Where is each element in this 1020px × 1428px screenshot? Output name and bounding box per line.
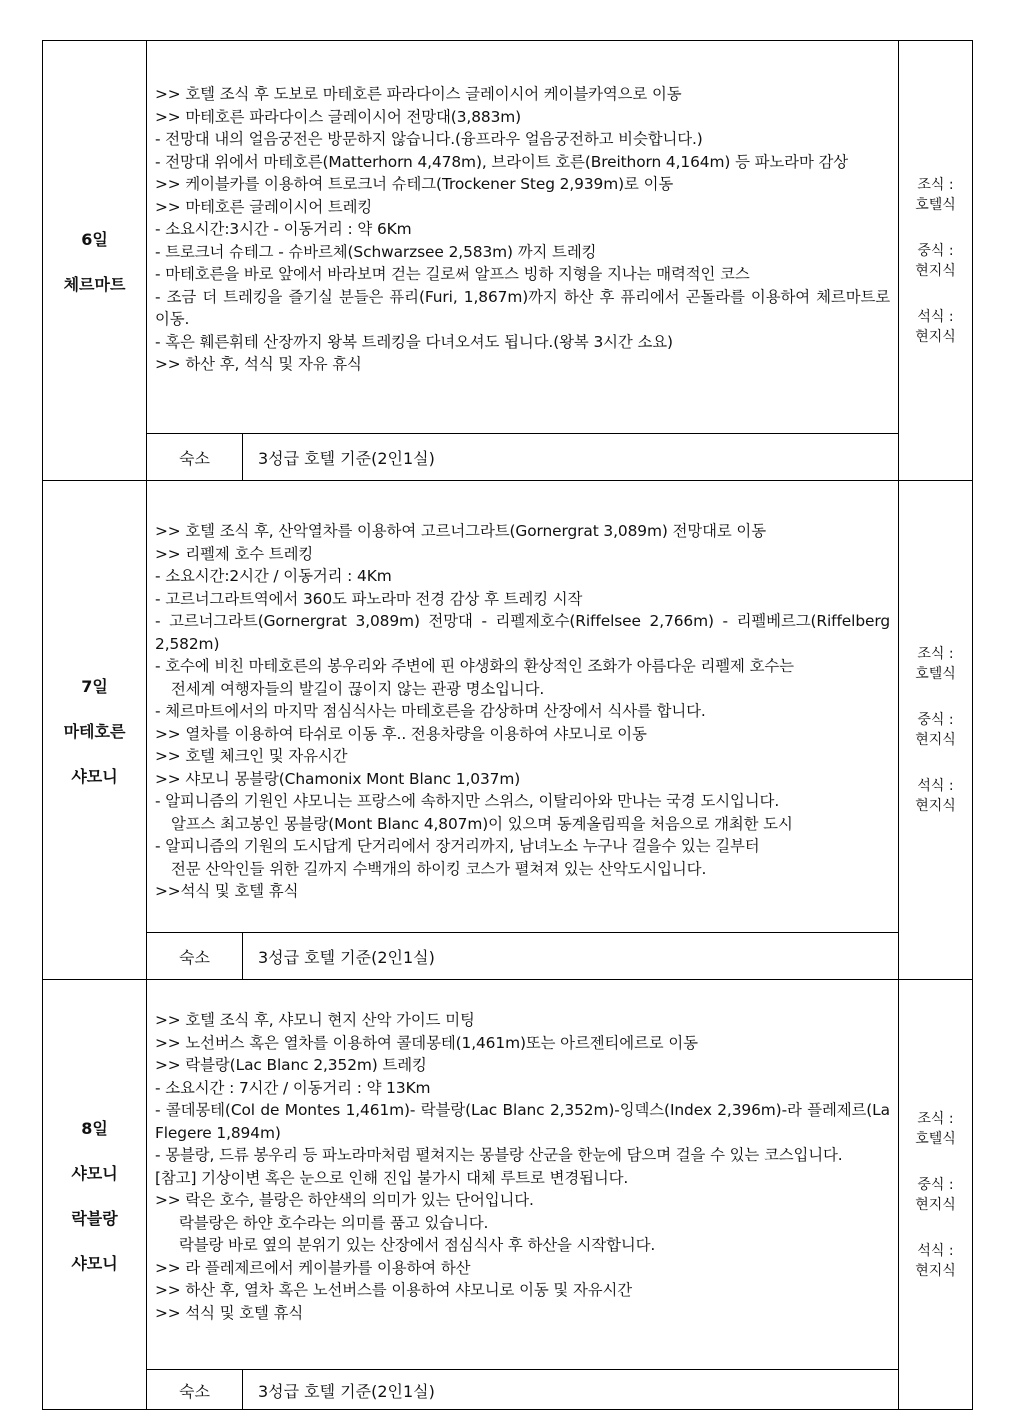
schedule-line: - 몽블랑, 드류 봉우리 등 파노라마처럼 펼쳐지는 몽블랑 산군을 한눈에 담으며 걸을 수 있는 코스입니다. xyxy=(155,1146,843,1164)
meal-value: 현지식 xyxy=(915,732,956,748)
schedule-line: - 알피니즘의 기원의 도시답게 단거리에서 장거리까지, 남녀노소 누구나 걸을수 있는 길부터 xyxy=(155,837,760,855)
schedule-line: 락블랑은 하얀 호수라는 의미를 품고 있습니다. xyxy=(179,1213,489,1232)
meal-dinner xyxy=(899,776,972,816)
day-cell xyxy=(43,980,147,1411)
schedule-line: >> 샤모니 몽블랑(Chamonix Mont Blanc 1,037m) xyxy=(155,769,521,788)
schedule-line: >> 호텔 체크인 및 자유시간 xyxy=(155,747,348,765)
schedule-line: - 마테호른을 바로 앞에서 바라보며 걷는 길로써 알프스 빙하 지형을 지나는 매력적인 코스 xyxy=(155,265,750,283)
accommodation-label: 숙소 xyxy=(147,1370,243,1410)
meal-label: 중식 : xyxy=(917,712,954,728)
schedule-line: [참고] 기상이변 혹은 눈으로 인해 진입 불가시 대체 루트로 변경됩니다. xyxy=(155,1168,629,1187)
schedule-line: >> 호텔 조식 후 도보로 마테호른 파라다이스 글레이시어 케이블카역으로 이동 xyxy=(155,85,682,103)
accommodation-row xyxy=(147,433,898,480)
itinerary-row-day8 xyxy=(43,980,973,1411)
meal-label: 석식 : xyxy=(917,308,954,325)
schedule-line: >> 리펠제 호수 트레킹 xyxy=(155,544,314,563)
schedule-line: >> 락블랑(Lac Blanc 2,352m) 트레킹 xyxy=(155,1056,427,1074)
itinerary-table xyxy=(42,40,973,1410)
day-label: 7일 xyxy=(81,676,108,696)
place-label: 샤모니 xyxy=(71,1164,118,1183)
schedule-line: >> 라 플레제르에서 케이블카를 이용하여 하산 xyxy=(155,1258,471,1277)
meal-breakfast xyxy=(899,1109,972,1149)
meal-label: 중식 : xyxy=(917,1177,954,1193)
schedule-line: 전문 산악인들 위한 길까지 수백개의 하이킹 코스가 펼쳐져 있는 산악도시입니다. xyxy=(171,859,707,878)
place-label: 샤모니 xyxy=(71,766,118,786)
schedule-line: - 고르너그라트(Gornergrat 3,089m) 전망대 - 리펠제호수(Riffelsee 2,766m) - 리펠베르그(Riffelberg 2,582m) xyxy=(155,612,890,653)
page-bottom-rule xyxy=(42,1409,972,1410)
schedule-line: - 혹은 훼른휘테 산장까지 왕복 트레킹을 다녀오셔도 됩니다.(왕복 3시간 소요) xyxy=(155,332,673,351)
schedule-line: - 소요시간:2시간 / 이동거리 : 4Km xyxy=(155,567,392,585)
schedule-line: - 호수에 비친 마테호른의 봉우리와 주변에 핀 야생화의 환상적인 조화가 아름다운 리펠제 호수는 xyxy=(155,657,794,675)
schedule-line: >> 석식 및 호텔 휴식 xyxy=(155,1303,304,1322)
schedule-line: >> 노선버스 혹은 열차를 이용하여 콜데몽테(1,461m)또는 아르젠티에르로 이동 xyxy=(155,1033,698,1052)
place-label: 락블랑 xyxy=(71,1209,118,1228)
accommodation-label: 숙소 xyxy=(147,933,243,979)
schedule-cell xyxy=(147,481,899,980)
meal-label: 중식 : xyxy=(917,242,954,259)
meal-dinner xyxy=(899,1241,972,1281)
accommodation-row xyxy=(147,1369,898,1410)
meal-cell xyxy=(899,980,973,1411)
schedule-line: 알프스 최고봉인 몽블랑(Mont Blanc 4,807m)이 있으며 동계올림픽을 처음으로 개최한 도시 xyxy=(171,814,793,833)
schedule-line: - 알피니즘의 기원인 샤모니는 프랑스에 속하지만 스위스, 이탈리아와 만나는 국경 도시입니다. xyxy=(155,792,780,810)
meal-label: 조식 : xyxy=(917,646,954,662)
meal-breakfast xyxy=(899,175,972,215)
accommodation-label: 숙소 xyxy=(147,434,243,480)
meal-cell xyxy=(899,481,973,980)
schedule-line: - 트로크너 슈테그 - 슈바르체(Schwarzsee 2,583m) 까지 트레킹 xyxy=(155,242,597,261)
day-cell xyxy=(43,41,147,481)
meal-lunch xyxy=(899,1175,972,1215)
meal-label: 석식 : xyxy=(917,1243,954,1259)
schedule-line: >> 열차를 이용하여 타쉬로 이동 후.. 전용차량을 이용하여 샤모니로 이동 xyxy=(155,724,647,743)
schedule-line: >> 호텔 조식 후, 산악열차를 이용하여 고르너그라트(Gornergrat 3,089m) 전망대로 이동 xyxy=(155,522,766,540)
schedule-line: >> 케이블카를 이용하여 트로크너 슈테그(Trockener Steg 2,939m)로 이동 xyxy=(155,175,674,193)
meal-lunch xyxy=(899,710,972,750)
schedule-line: - 전망대 위에서 마테호른(Matterhorn 4,478m), 브라이트 호른(Breithorn 4,164m) 등 파노라마 감상 xyxy=(155,152,849,171)
meal-value: 현지식 xyxy=(915,798,956,814)
schedule-cell xyxy=(147,41,899,481)
schedule-line: >>석식 및 호텔 휴식 xyxy=(155,882,299,900)
meal-dinner xyxy=(899,307,972,347)
meal-value: 현지식 xyxy=(915,1197,956,1213)
meal-label: 조식 : xyxy=(917,176,954,193)
day-cell xyxy=(43,481,147,980)
schedule-line: - 체르마트에서의 마지막 점심식사는 마테호른을 감상하며 산장에서 식사를 합니다. xyxy=(155,702,706,720)
schedule-line: 전세계 여행자들의 발길이 끊이지 않는 관광 명소입니다. xyxy=(171,679,545,698)
accommodation-value: 3성급 호텔 기준(2인1실) xyxy=(258,448,435,468)
meal-cell xyxy=(899,41,973,481)
schedule-text xyxy=(147,516,898,903)
schedule-line: - 콜데몽테(Col de Montes 1,461m)- 락블랑(Lac Blanc 2,352m)-잉덱스(Index 2,396m)-라 플레제르(La Flegere 1,894m) xyxy=(155,1101,890,1142)
accommodation-value: 3성급 호텔 기준(2인1실) xyxy=(258,947,435,967)
schedule-line: >> 하산 후, 열차 혹은 노선버스를 이용하여 샤모니로 이동 및 자유시간 xyxy=(155,1281,633,1299)
meal-value: 현지식 xyxy=(915,1263,956,1279)
place-label: 마테호른 xyxy=(63,721,126,741)
meal-lunch xyxy=(899,241,972,281)
meal-label: 석식 : xyxy=(917,778,954,794)
meal-value: 현지식 xyxy=(915,328,956,345)
day-label: 8일 xyxy=(81,1119,108,1138)
schedule-line: - 소요시간 : 7시간 / 이동거리 : 약 13Km xyxy=(155,1078,431,1097)
meal-value: 호텔식 xyxy=(915,196,956,213)
itinerary-row-day7 xyxy=(43,481,973,980)
schedule-line: - 조금 더 트레킹을 즐기실 분들은 퓨리(Furi, 1,867m)까지 하산 후 퓨리에서 곤돌라를 이용하여 체르마트로 이동. xyxy=(155,287,890,328)
schedule-line: 락블랑 바로 옆의 분위기 있는 산장에서 점심식사 후 하산을 시작합니다. xyxy=(179,1236,656,1254)
schedule-line: >> 락은 호수, 블랑은 하얀색의 의미가 있는 단어입니다. xyxy=(155,1191,534,1209)
itinerary-row-day6 xyxy=(43,41,973,481)
schedule-line: - 고르너그라트역에서 360도 파노라마 전경 감상 후 트레킹 시작 xyxy=(155,589,583,608)
meal-label: 조식 : xyxy=(917,1111,954,1127)
meal-breakfast xyxy=(899,644,972,684)
meal-value: 호텔식 xyxy=(915,1131,956,1147)
schedule-text xyxy=(147,1005,898,1324)
meal-value: 호텔식 xyxy=(915,666,956,682)
schedule-text xyxy=(147,79,898,376)
accommodation-value: 3성급 호텔 기준(2인1실) xyxy=(258,1381,435,1401)
meal-value: 현지식 xyxy=(915,262,956,279)
schedule-line: >> 마테호른 파라다이스 글레이시어 전망대(3,883m) xyxy=(155,107,522,126)
schedule-line: >> 마테호른 글레이시어 트레킹 xyxy=(155,197,373,216)
schedule-line: >> 호텔 조식 후, 샤모니 현지 산악 가이드 미팅 xyxy=(155,1011,475,1029)
place-label: 샤모니 xyxy=(71,1254,118,1273)
schedule-line: - 소요시간:3시간 - 이동거리 : 약 6Km xyxy=(155,220,412,238)
place-label: 체르마트 xyxy=(63,274,126,294)
day-label: 6일 xyxy=(81,229,108,249)
schedule-line: >> 하산 후, 석식 및 자유 휴식 xyxy=(155,355,362,373)
schedule-cell xyxy=(147,980,899,1411)
schedule-line: - 전망대 내의 얼음궁전은 방문하지 않습니다.(융프라우 얼음궁전하고 비슷합니다.) xyxy=(155,130,703,148)
accommodation-row xyxy=(147,932,898,979)
